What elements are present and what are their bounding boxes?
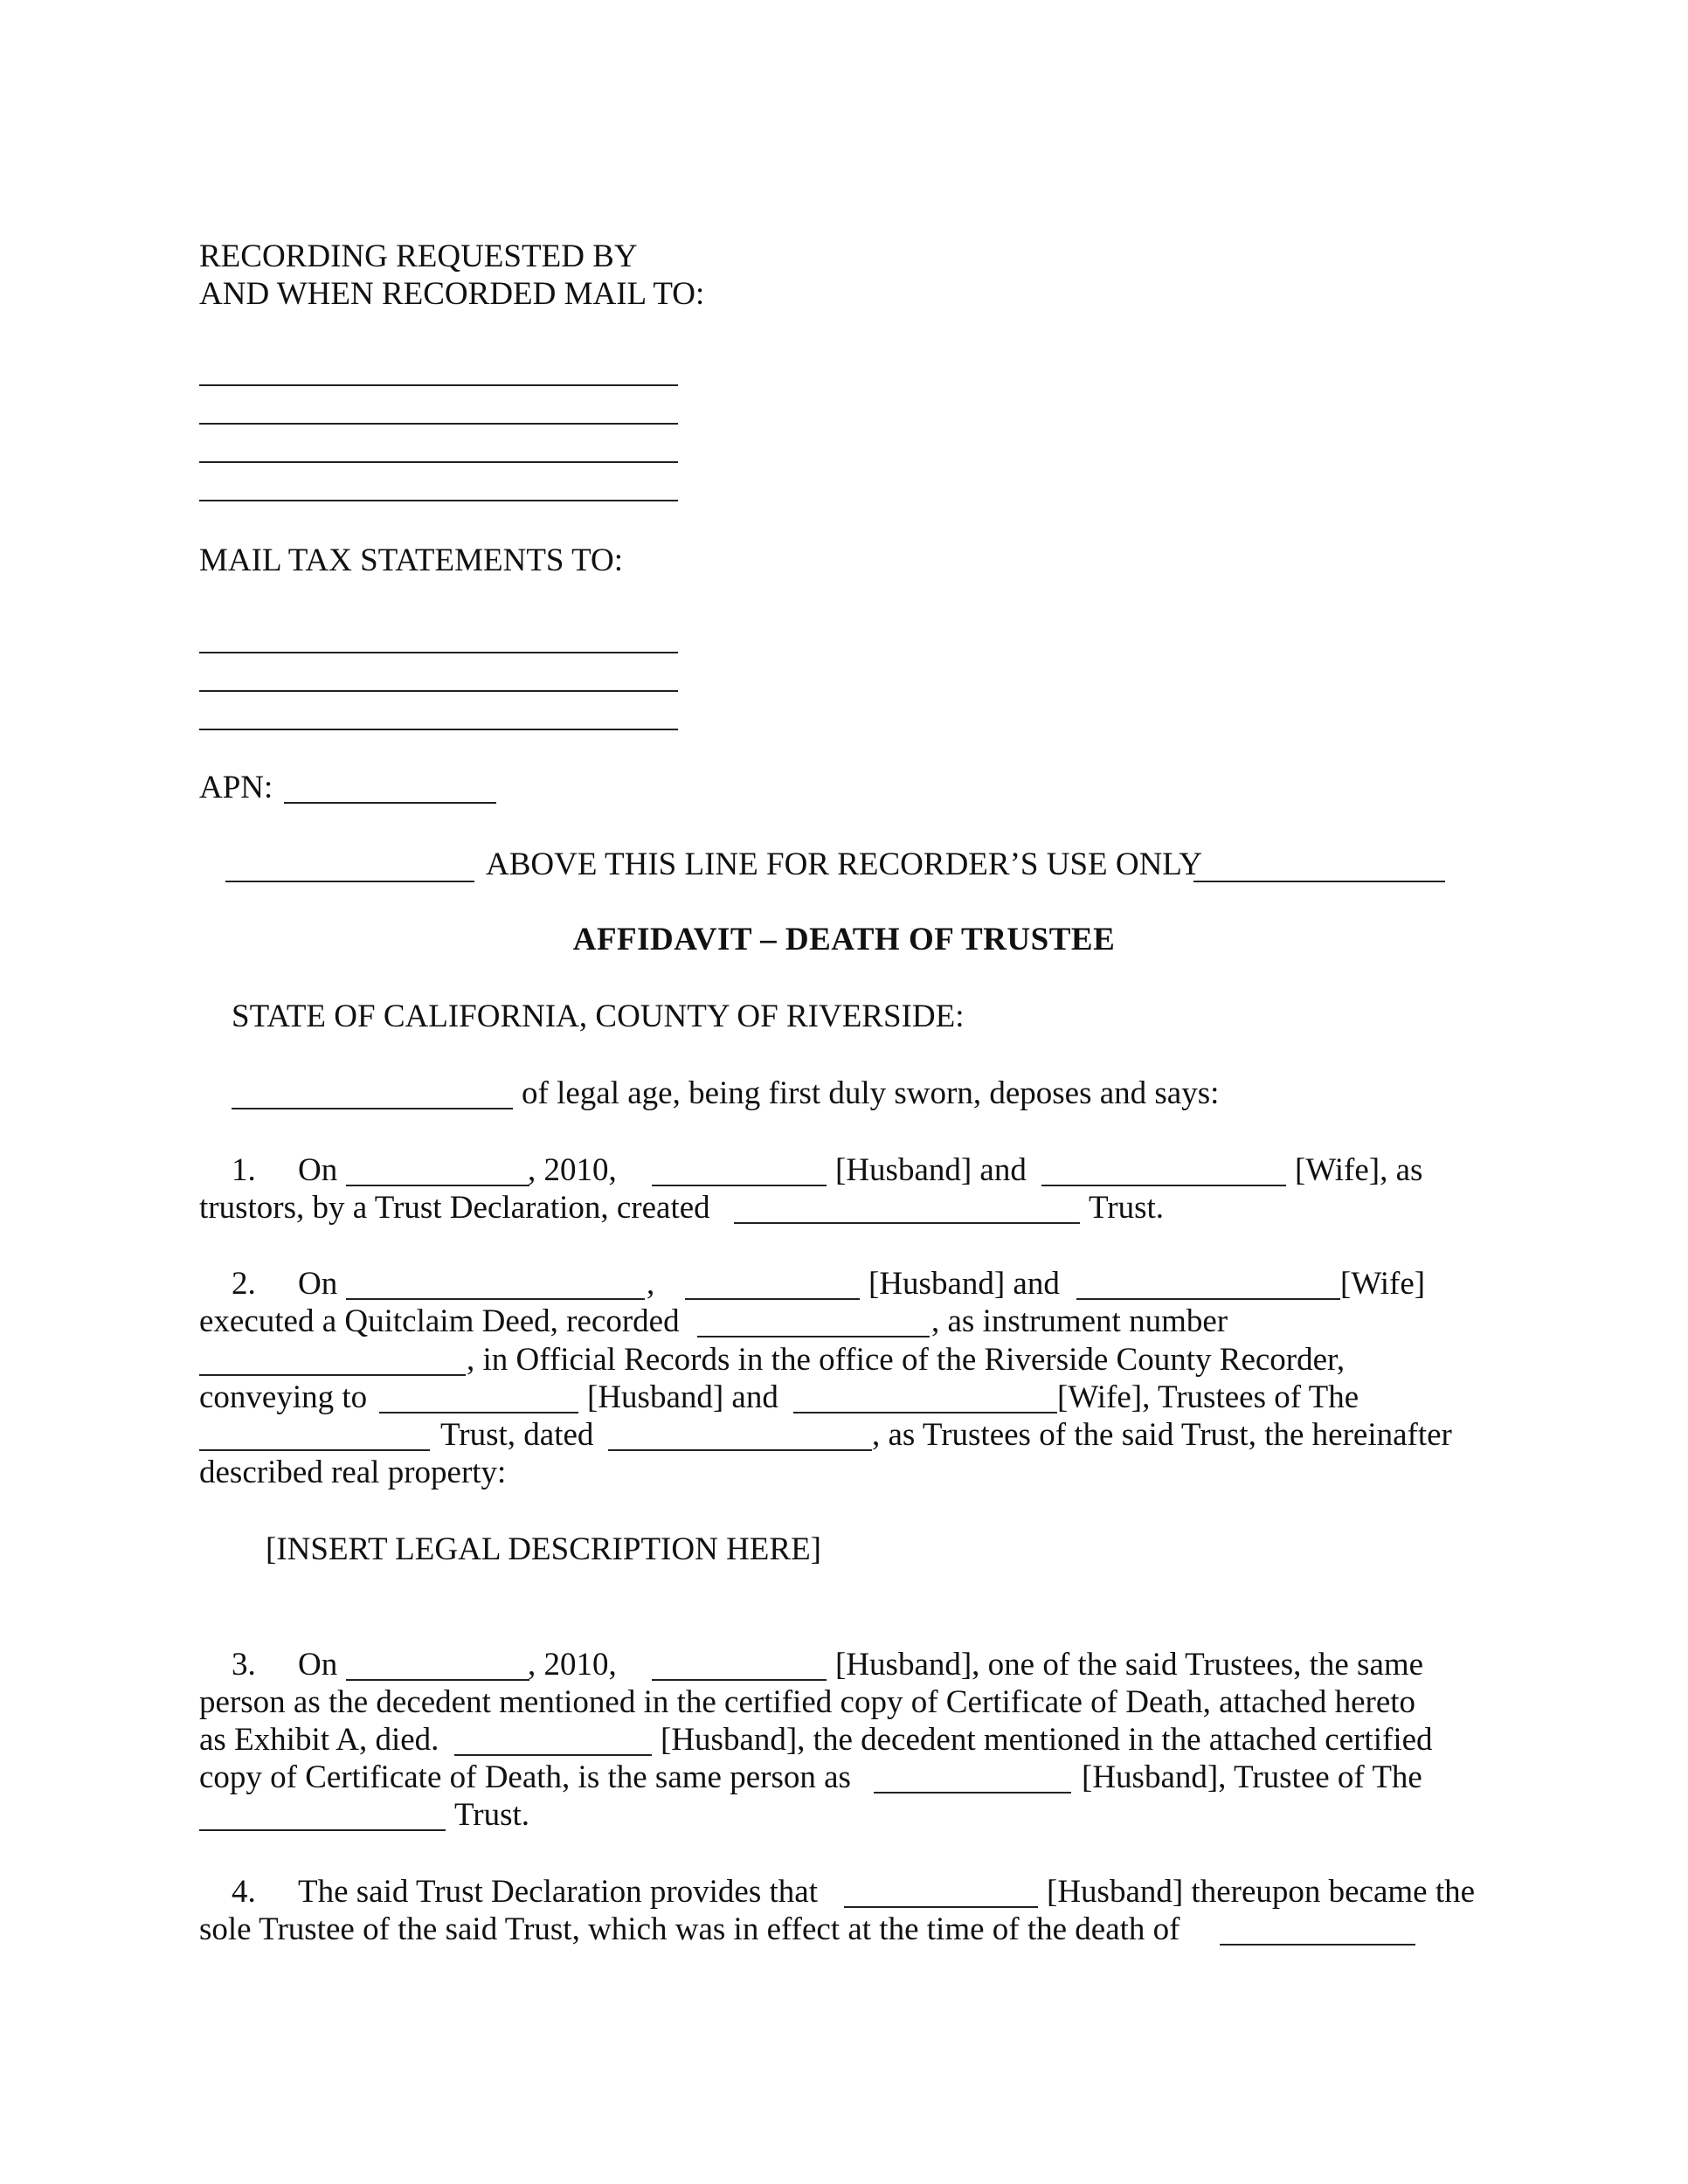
para4-sole-trustee: sole Trustee of the said Trust, which was in effect at the time of the death of (199, 1911, 1180, 1947)
recorder-rule-left (225, 881, 474, 882)
para2-number: 2. (232, 1266, 256, 1302)
para2-wife-blank (1076, 1298, 1340, 1300)
para3-same-person-blank (874, 1792, 1071, 1794)
para2-recorded-date-blank (697, 1336, 930, 1337)
para2-on: On (298, 1266, 338, 1302)
para1-wife-as: [Wife], as (1295, 1152, 1423, 1188)
para1-trustors-created: trustors, by a Trust Declaration, created (199, 1190, 710, 1226)
para2-conveying-husband-blank (379, 1412, 578, 1413)
para2-husband-and: [Husband] and (868, 1266, 1060, 1302)
para1-husband-blank (652, 1185, 827, 1186)
document-title: AFFIDAVIT – DEATH OF TRUSTEE (572, 922, 1116, 957)
para2-comma: , (647, 1266, 655, 1302)
para1-on: On (298, 1152, 338, 1188)
deposes-line: of legal age, being first duly sworn, deposes and says: (522, 1075, 1220, 1111)
para3-husband-blank (652, 1679, 827, 1681)
affiant-name-blank (232, 1108, 513, 1109)
para1-trust: Trust. (1089, 1190, 1165, 1226)
para3-trust: Trust. (454, 1797, 530, 1833)
legal-description-placeholder: [INSERT LEGAL DESCRIPTION HERE] (266, 1531, 821, 1567)
para3-same-person: copy of Certificate of Death, is the same person as (199, 1759, 851, 1795)
para2-described-property: described real property: (199, 1455, 507, 1490)
para2-wife: [Wife] (1340, 1266, 1426, 1302)
para3-trust-name-blank (199, 1829, 446, 1831)
mail-to-line-2 (199, 423, 678, 425)
para1-husband-and: [Husband] and (835, 1152, 1027, 1188)
para4-decedent-blank (1220, 1944, 1415, 1946)
para2-trust-dated: Trust, dated (440, 1417, 594, 1453)
para2-trustees-of-the: [Wife], Trustees of The (1057, 1379, 1359, 1415)
para2-official-records: , in Official Records in the office of the Riverside County Recorder, (467, 1342, 1346, 1378)
para2-conveying-husband-and: [Husband] and (587, 1379, 778, 1415)
recorder-use-only-text: ABOVE THIS LINE FOR RECORDER’S USE ONLY (486, 847, 1202, 882)
para1-year: , 2010, (528, 1152, 617, 1188)
apn-label: APN: (199, 770, 273, 805)
tax-line-3 (199, 729, 678, 730)
para3-date-blank (346, 1679, 529, 1681)
para2-executed-quitclaim: executed a Quitclaim Deed, recorded (199, 1303, 680, 1339)
para3-decedent-mentioned: [Husband], the decedent mentioned in the attached certified (661, 1722, 1433, 1758)
para4-number: 4. (232, 1874, 256, 1910)
tax-line-2 (199, 690, 678, 692)
recording-requested-label: RECORDING REQUESTED BY (199, 238, 638, 274)
para1-wife-blank (1041, 1185, 1286, 1186)
para1-number: 1. (232, 1152, 256, 1188)
para2-husband-blank (685, 1298, 860, 1300)
when-recorded-mail-to-label: AND WHEN RECORDED MAIL TO: (199, 276, 705, 312)
para2-instrument-blank (199, 1374, 466, 1376)
para3-exhibit-a-died: as Exhibit A, died. (199, 1722, 439, 1758)
recorder-rule-right (1193, 881, 1445, 882)
para3-decedent-blank (454, 1754, 652, 1756)
para2-conveying-wife-blank (793, 1412, 1057, 1413)
para4-became-the: [Husband] thereupon became the (1047, 1874, 1476, 1910)
para3-on: On (298, 1647, 338, 1683)
apn-blank (284, 802, 496, 804)
para2-date-blank (346, 1298, 645, 1300)
para2-hereinafter: , as Trustees of the said Trust, the hereinafter (872, 1417, 1452, 1453)
para4-husband-blank (844, 1906, 1038, 1908)
para2-trust-date-blank (608, 1449, 872, 1451)
para2-conveying-to: conveying to (199, 1379, 368, 1415)
para3-year: , 2010, (528, 1647, 617, 1683)
mail-tax-statements-label: MAIL TAX STATEMENTS TO: (199, 543, 624, 578)
mail-to-line-4 (199, 500, 678, 501)
para3-decedent-line: person as the decedent mentioned in the certified copy of Certificate of Death, attached hereto (199, 1684, 1416, 1720)
mail-to-line-1 (199, 384, 678, 386)
para1-trust-name-blank (734, 1222, 1080, 1224)
para4-trust-declaration: The said Trust Declaration provides that (298, 1874, 818, 1910)
para2-trust-name-blank (199, 1449, 430, 1451)
mail-to-line-3 (199, 461, 678, 463)
state-county-line: STATE OF CALIFORNIA, COUNTY OF RIVERSIDE: (232, 999, 965, 1034)
para2-instrument-number: , as instrument number (931, 1303, 1228, 1339)
para3-trustee-of-the: [Husband], Trustee of The (1082, 1759, 1422, 1795)
para1-date-blank (346, 1185, 529, 1186)
para3-one-of-trustees: [Husband], one of the said Trustees, the same (835, 1647, 1424, 1683)
para3-number: 3. (232, 1647, 256, 1683)
tax-line-1 (199, 652, 678, 653)
